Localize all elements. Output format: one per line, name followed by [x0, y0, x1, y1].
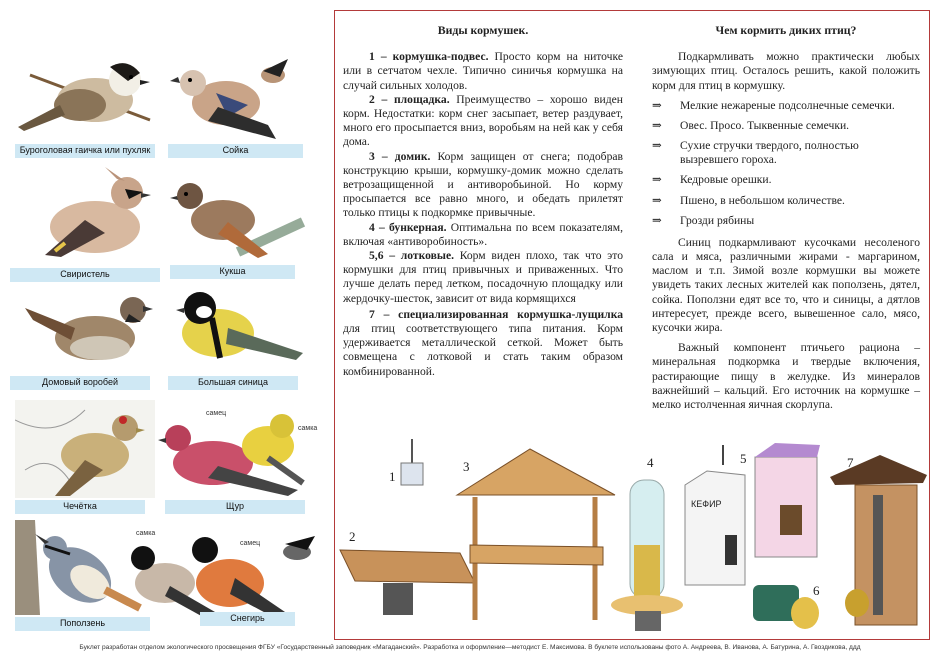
bird-caption: Сойка — [168, 144, 303, 158]
minerals-paragraph: Важный компонент птичьего рациона – минеральная подкормка и твердые включения, растирающие пищу в желудке. Из минералов важнейший – кальций. Его источник на кормушке – мелко истолченная яичная скорлупа. — [652, 341, 920, 411]
food-item: ⇒ Кедровые орешки. — [652, 173, 772, 187]
feeder-number: 6 — [813, 583, 820, 598]
feeder-number: 3 — [463, 459, 470, 474]
feeding-paragraph: Синиц подкармливают кусочками несоленого сала и мяса, различными жирами - маргарином, маслом и т.п. Зимой возле кормушки вы можете увидеть таких лесных жителей как поползень, дятел, сойка. Поползни едят все то, что и синицы, а дятлов интересует, прежде всего, вывешенное сало, мясо, кусочки жира. — [652, 235, 920, 334]
bird-caption: Снегирь — [200, 612, 295, 626]
feeding-title: Чем кормить диких птиц? — [715, 23, 857, 37]
bird-gallery — [0, 0, 325, 640]
feeders-illustration — [335, 435, 929, 640]
feeding-column — [652, 23, 920, 412]
bird-caption: Большая синица — [168, 376, 298, 390]
bird-great-tit-image — [168, 288, 308, 373]
bird-jay-image — [168, 55, 308, 145]
footer-credits: Буклет разработан отделом экологического просвещения ФГБУ «Государственный заповедник «Магаданский». Разработка и оформление—методист Е. Максимова. В буклете использованы фото А. Андреева, В. Иванова, А. Батурина, А. Гвоздикова, ддд — [79, 644, 861, 651]
arrow-icon: ⇒ — [652, 213, 662, 227]
kefir-label: КЕФИР — [691, 499, 722, 509]
bird-caption: Щур — [165, 500, 305, 514]
feeder-types-title: Виды кормушек. — [437, 23, 529, 37]
male-tag: самец — [240, 540, 261, 547]
arrow-icon: ⇒ — [652, 119, 662, 132]
bird-redpoll-image — [15, 400, 155, 498]
male-tag: самец — [206, 410, 227, 417]
female-tag: самка — [298, 425, 318, 432]
food-item: ⇒ Сухие стручки твердого, полностью вызревшего гороха. — [652, 139, 859, 167]
feeder-type-item: 5,6 – лотковые. Корм виден плохо, так что это кормушки для птиц привычных и приваженных. Что лучше делать перед летком, посадочную площадку или жердочку-шесток, зависит от вида кормящихся — [343, 249, 623, 305]
feeder-type-item: 7 – специализированная кормушка-лущилка для птиц соответствующего типа питания. Корм удерживается металлической сеткой. Может быть совмещена с лотковой и стать таким образом комбинированной. — [343, 307, 623, 378]
bird-willow-tit-image — [10, 45, 160, 145]
feeders-drawing — [335, 435, 929, 640]
bird-pine-grosbeak-image — [158, 408, 308, 496]
female-tag: самка — [136, 530, 156, 537]
bird-caption: Буроголовая гаичка или пухляк — [15, 144, 155, 158]
food-item: ⇒ Грозди рябины — [652, 213, 755, 227]
arrow-icon: ⇒ — [652, 98, 662, 112]
feeder-types-column — [343, 23, 623, 379]
feeder-type-item: 2 – площадка. Преимущество – хорошо виден корм. Недостатки: корм снег засыпает, ветер раздувает, много его просыпается вниз, воробьям на ней как у себя дома. — [343, 92, 623, 149]
info-panel — [334, 10, 930, 640]
feeder-number: 5 — [740, 451, 747, 466]
bird-bullfinch-image — [125, 528, 320, 620]
bird-house-sparrow-image — [15, 288, 160, 378]
feeder-number: 4 — [647, 455, 654, 470]
food-list — [652, 99, 920, 228]
bird-caption: Поползень — [15, 617, 150, 631]
bird-waxwing-image — [25, 165, 155, 265]
feeding-intro: Подкармливать можно практически любых зимующих птиц. Осталось решить, какой положить корм для птиц в кормушку. — [652, 50, 920, 92]
feeder-number: 2 — [349, 529, 356, 544]
feeder-number: 7 — [847, 455, 854, 470]
feeder-type-item: 1 – кормушка-подвес. Просто корм на ниточке или в сетчатом чехле. Типично синичья кормушка на случай сильных холодов. — [343, 50, 624, 92]
feeder-type-item: 3 – домик. Корм защищен от снега; подобрав конструкцию крыши, кормушку-домик можно сделать ветрозащищенной и антиворобьиной. Но корму просыпается все равно много, и обедать прилетят только птицы к подкормке привычные. — [343, 149, 623, 220]
feeder-number: 1 — [389, 469, 396, 484]
arrow-icon: ⇒ — [652, 173, 662, 187]
arrow-icon: ⇒ — [652, 139, 662, 153]
feeder-type-item: 4 – бункерная. Оптимальна по всем показателям, включая «антиворобиность». — [343, 220, 623, 248]
bird-caption: Свиристель — [10, 268, 160, 282]
food-item: ⇒ Мелкие нежареные подсолнечные семечки. — [652, 98, 895, 112]
food-item: ⇒ Овес. Просо. Тыквенные семечки. — [652, 119, 850, 132]
bird-caption: Домовый воробей — [10, 376, 150, 390]
arrow-icon: ⇒ — [652, 193, 662, 207]
food-item: ⇒ Пшено, в небольшом количестве. — [652, 193, 845, 207]
bird-siberian-jay-image — [168, 172, 308, 262]
bird-caption: Кукша — [170, 265, 295, 279]
bird-caption: Чечётка — [15, 500, 145, 514]
